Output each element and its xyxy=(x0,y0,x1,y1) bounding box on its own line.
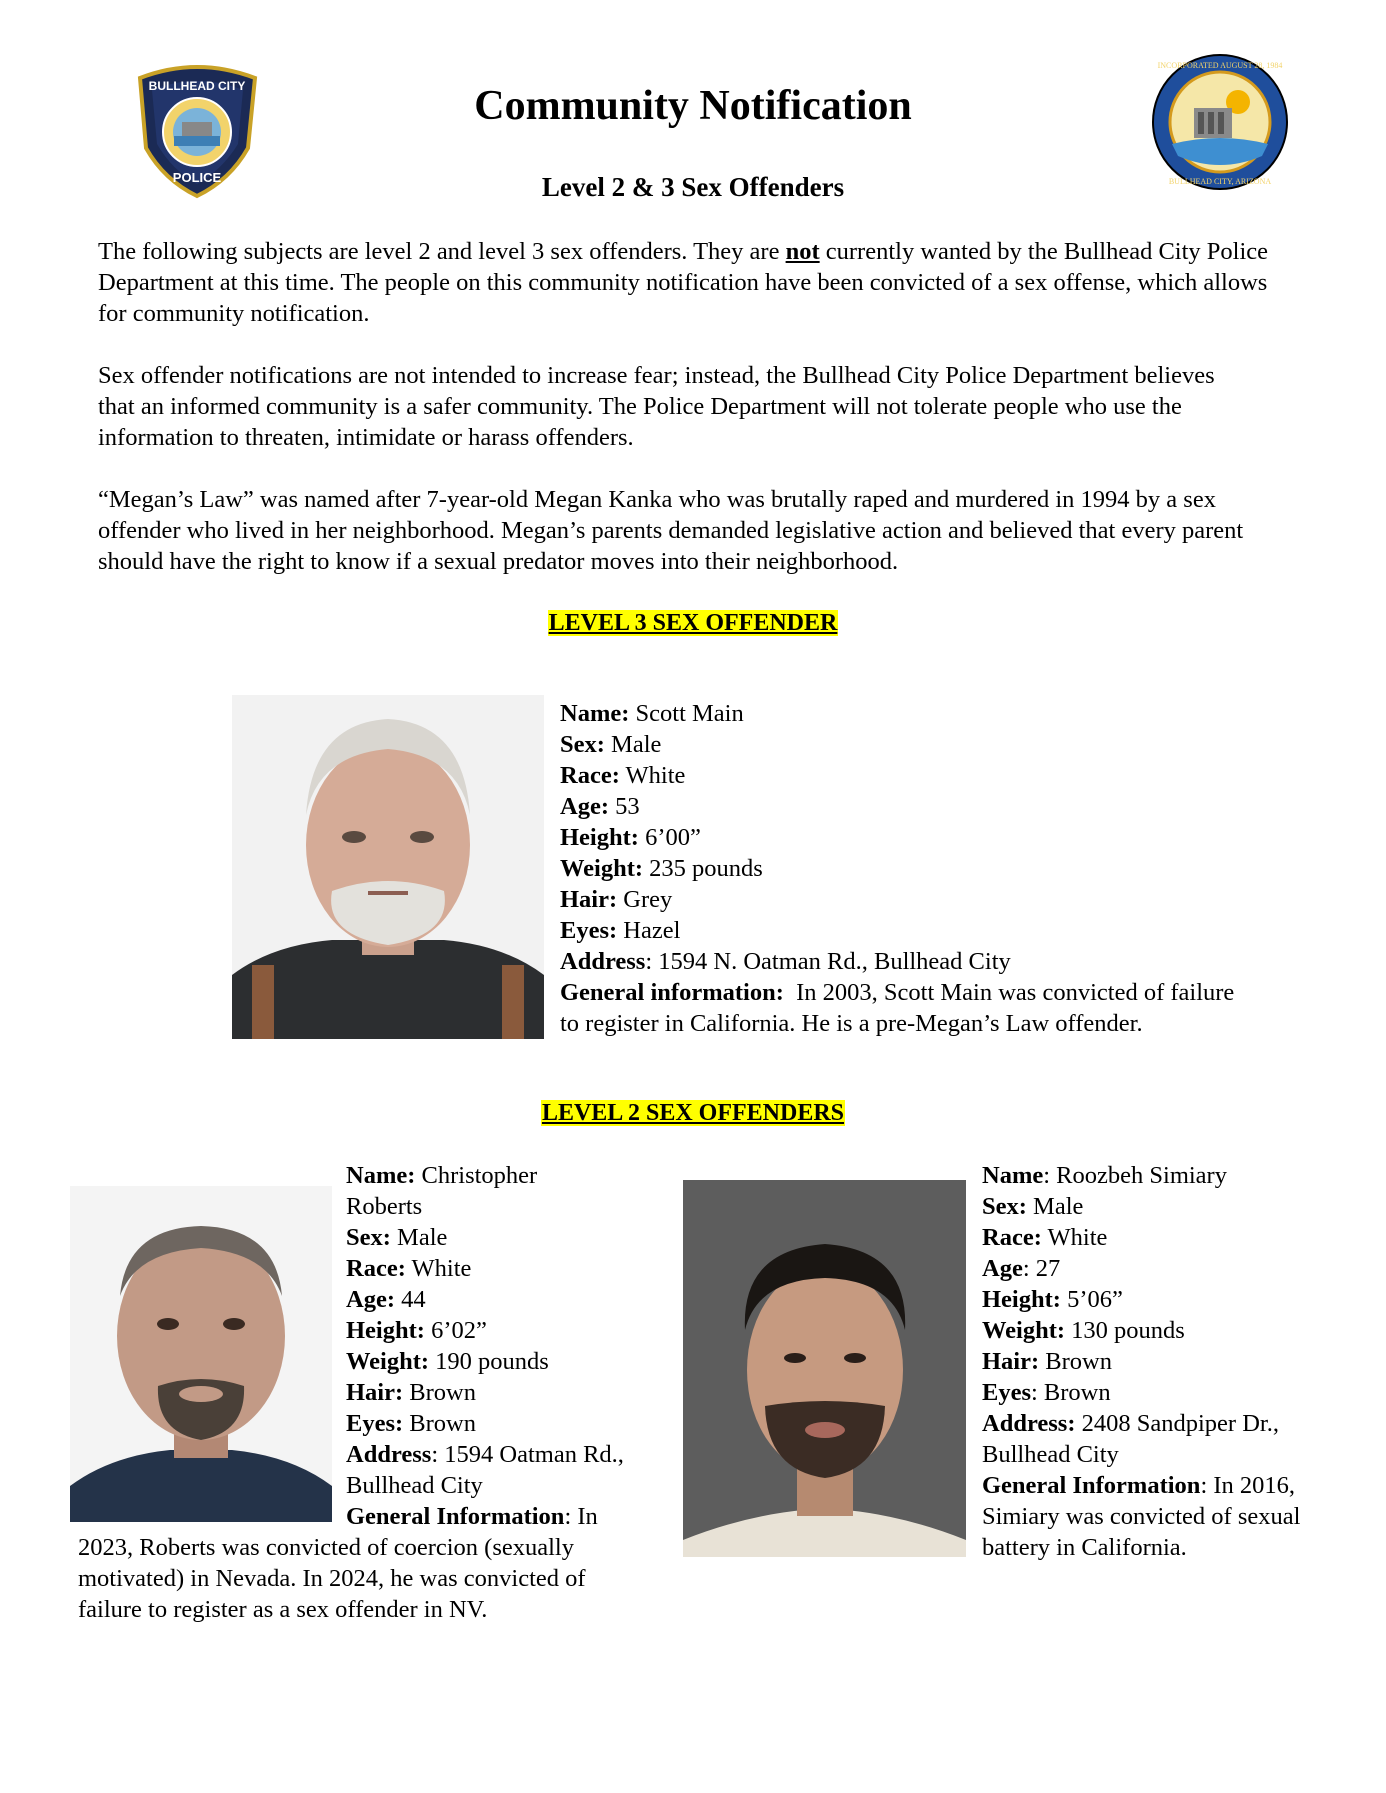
level2-left-address-row-2 xyxy=(346,1470,624,1501)
level3-name: Scott Main xyxy=(635,700,744,727)
level2-left-eyes-row xyxy=(346,1408,624,1439)
intro-paragraph-3: “Megan’s Law” was named after 7-year-old Megan Kanka who was brutally raped and murdered in 1994 by a sex offender who lived in her neighborhood. Megan’s parents demanded legislative action and believed that every parent should have the right to know if a sexual predator moves into their neighborhood. xyxy=(98,486,1244,575)
level3-info-line1: In 2003, Scott Main was convicted of failure xyxy=(796,979,1235,1006)
level2-right-weight-label: Weight: xyxy=(982,1317,1066,1344)
level2-left-sex: Male xyxy=(397,1224,448,1251)
level2-left-info-first: : In xyxy=(564,1503,598,1530)
level2-left-address-label: Address xyxy=(346,1441,432,1468)
level2-right-hair-row xyxy=(982,1346,1300,1377)
level2-left-info-line2-row xyxy=(78,1563,586,1594)
level3-age-row xyxy=(560,791,1234,822)
level2-right-address-line1: 2408 Sandpiper Dr., xyxy=(1081,1410,1279,1437)
level2-right-offender-photo xyxy=(683,1180,966,1557)
level3-height-row xyxy=(560,822,1234,853)
level2-right-info-row-3 xyxy=(982,1532,1300,1563)
level2-right-offender-details xyxy=(982,1160,1300,1563)
level2-right-sex: Male xyxy=(1033,1193,1084,1220)
level3-offender-photo xyxy=(232,695,544,1039)
badge-bottom-text: POLICE xyxy=(172,170,222,185)
level2-left-address-line2: Bullhead City xyxy=(346,1472,483,1499)
level2-right-race: White xyxy=(1047,1224,1108,1251)
level3-eyes-row xyxy=(560,915,1234,946)
level2-left-address-row xyxy=(346,1439,624,1470)
level3-hair-row xyxy=(560,884,1234,915)
level2-right-info-label: General Information xyxy=(982,1472,1201,1499)
level2-right-height-row xyxy=(982,1284,1300,1315)
level3-sex-row xyxy=(560,729,1234,760)
level3-info-label: General information: xyxy=(560,979,784,1006)
level3-name-row xyxy=(560,698,1234,729)
level2-left-info-row xyxy=(346,1501,624,1532)
badge-top-text: BULLHEAD CITY xyxy=(148,79,246,93)
level3-offender-details xyxy=(560,698,1234,1039)
intro-p1-emphasis: not xyxy=(785,238,820,265)
level3-weight-row xyxy=(560,853,1234,884)
level2-left-info-line3: failure to register as a sex offender in NV. xyxy=(78,1596,488,1623)
level2-right-name-label: Name xyxy=(982,1162,1044,1189)
level3-info-row-2 xyxy=(560,1008,1234,1039)
level2-left-info-line1-row xyxy=(78,1532,586,1563)
level2-left-info-line1: 2023, Roberts was convicted of coercion (sexually xyxy=(78,1534,574,1561)
level3-race: White xyxy=(625,762,686,789)
level3-eyes-label: Eyes: xyxy=(560,917,618,944)
level2-right-age: : 27 xyxy=(1022,1255,1061,1282)
level2-left-age-label: Age: xyxy=(346,1286,395,1313)
level2-right-info-line1: Simiary was convicted of sexual xyxy=(982,1503,1301,1530)
level2-left-name-line1: Christopher xyxy=(421,1162,538,1189)
level2-right-sex-row xyxy=(982,1191,1300,1222)
intro-p1-before: The following subjects are level 2 and level 3 sex offenders. They are xyxy=(98,238,786,265)
level2-left-age: 44 xyxy=(401,1286,426,1313)
level2-left-info-label: General Information xyxy=(346,1503,565,1530)
level2-right-hair: Brown xyxy=(1045,1348,1112,1375)
level3-sex: Male xyxy=(611,731,662,758)
level2-left-address-line1: : 1594 Oatman Rd., xyxy=(431,1441,624,1468)
intro-p1-after: currently wanted by the Bullhead City Police Department at this time. The people on this community notification have been convicted of a sex offense, which allows for community notification. xyxy=(98,238,1269,327)
level3-height: 6’00” xyxy=(645,824,701,851)
level2-right-age-row xyxy=(982,1253,1300,1284)
level2-left-hair-label: Hair: xyxy=(346,1379,404,1406)
level2-right-hair-label: Hair: xyxy=(982,1348,1040,1375)
level2-right-age-label: Age xyxy=(982,1255,1023,1282)
level2-left-sex-row xyxy=(346,1222,624,1253)
level3-weight: 235 pounds xyxy=(649,855,763,882)
level3-heading-text: LEVEL 3 SEX OFFENDER xyxy=(548,610,838,636)
level2-right-info-row xyxy=(982,1470,1300,1501)
level3-name-label: Name: xyxy=(560,700,630,727)
level3-age-label: Age: xyxy=(560,793,609,820)
level2-right-eyes: : Brown xyxy=(1031,1379,1111,1406)
level2-right-name-row xyxy=(982,1160,1300,1191)
intro-paragraph-2: Sex offender notifications are not intended to increase fear; instead, the Bullhead City Police Department believes that an informed community is a safer community. The Police Department will not tolerate people who use the information to threaten, intimidate or harass offenders. xyxy=(98,362,1215,451)
level2-right-weight: 130 pounds xyxy=(1071,1317,1185,1344)
level2-left-info-continued xyxy=(78,1532,586,1625)
level2-left-hair-row xyxy=(346,1377,624,1408)
level3-address: : 1594 N. Oatman Rd., Bullhead City xyxy=(645,948,1011,975)
level2-left-name-label: Name: xyxy=(346,1162,416,1189)
level2-heading xyxy=(0,1100,1386,1127)
level2-right-info-first: : In 2016, xyxy=(1200,1472,1296,1499)
level3-address-row xyxy=(560,946,1234,977)
level2-right-sex-label: Sex: xyxy=(982,1193,1027,1220)
level2-right-address-row-2 xyxy=(982,1439,1300,1470)
seal-top-text: INCORPORATED AUGUST 28, 1984 xyxy=(1157,61,1283,70)
level3-age: 53 xyxy=(615,793,640,820)
level2-right-height-label: Height: xyxy=(982,1286,1061,1313)
level2-left-weight-label: Weight: xyxy=(346,1348,430,1375)
level3-weight-label: Weight: xyxy=(560,855,644,882)
level2-right-weight-row xyxy=(982,1315,1300,1346)
level3-hair-label: Hair: xyxy=(560,886,618,913)
level3-race-label: Race: xyxy=(560,762,620,789)
level2-right-race-label: Race: xyxy=(982,1224,1042,1251)
level2-right-height: 5’06” xyxy=(1067,1286,1123,1313)
level2-right-info-line2: battery in California. xyxy=(982,1534,1187,1561)
level2-left-race-label: Race: xyxy=(346,1255,406,1282)
level2-right-race-row xyxy=(982,1222,1300,1253)
intro-paragraph-1 xyxy=(98,236,1298,329)
level2-right-eyes-label: Eyes xyxy=(982,1379,1031,1406)
level2-left-eyes-label: Eyes: xyxy=(346,1410,404,1437)
level2-right-address-line2: Bullhead City xyxy=(982,1441,1119,1468)
level3-eyes: Hazel xyxy=(623,917,681,944)
level2-left-offender-photo xyxy=(70,1186,332,1522)
level2-right-info-row-2 xyxy=(982,1501,1300,1532)
page-title: Community Notification xyxy=(474,83,912,129)
level2-left-eyes: Brown xyxy=(409,1410,476,1437)
level2-right-address-label: Address: xyxy=(982,1410,1076,1437)
level2-left-height: 6’02” xyxy=(431,1317,487,1344)
level2-right-address-row xyxy=(982,1408,1300,1439)
level3-info-line2: to register in California. He is a pre-Megan’s Law offender. xyxy=(560,1010,1143,1037)
level2-left-name-line2: Roberts xyxy=(346,1193,423,1220)
level2-left-race-row xyxy=(346,1253,624,1284)
level2-left-race: White xyxy=(411,1255,472,1282)
level2-left-info-line3-row xyxy=(78,1594,586,1625)
seal-bottom-text: BULLHEAD CITY, ARIZONA xyxy=(1168,177,1272,186)
level3-info-row xyxy=(560,977,1234,1008)
level2-left-name-row xyxy=(346,1160,624,1191)
level2-left-weight-row xyxy=(346,1346,624,1377)
level2-left-height-row xyxy=(346,1315,624,1346)
level3-height-label: Height: xyxy=(560,824,639,851)
level3-heading xyxy=(0,610,1386,637)
level2-left-age-row xyxy=(346,1284,624,1315)
level3-address-label: Address xyxy=(560,948,646,975)
level2-heading-text: LEVEL 2 SEX OFFENDERS xyxy=(541,1100,845,1126)
page-subtitle: Level 2 & 3 Sex Offenders xyxy=(541,172,845,202)
level2-left-info-line2: motivated) in Nevada. In 2024, he was convicted of xyxy=(78,1565,586,1592)
level2-left-sex-label: Sex: xyxy=(346,1224,391,1251)
level3-hair: Grey xyxy=(623,886,673,913)
level3-sex-label: Sex: xyxy=(560,731,605,758)
level2-right-eyes-row xyxy=(982,1377,1300,1408)
level2-left-weight: 190 pounds xyxy=(435,1348,549,1375)
level2-left-hair: Brown xyxy=(409,1379,476,1406)
level3-race-row xyxy=(560,760,1234,791)
level2-left-offender-details xyxy=(346,1160,624,1532)
level2-left-name-row-2 xyxy=(346,1191,624,1222)
level2-right-name: : Roozbeh Simiary xyxy=(1043,1162,1227,1189)
level2-left-height-label: Height: xyxy=(346,1317,425,1344)
